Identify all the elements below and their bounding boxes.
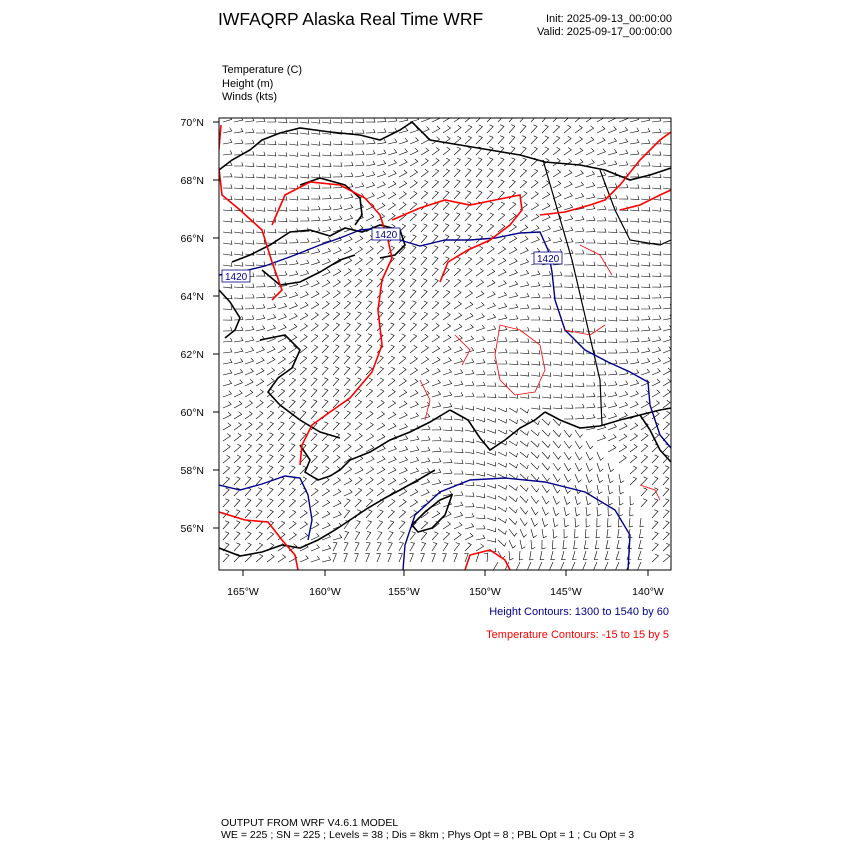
lat-label-56: 56°N bbox=[180, 523, 204, 535]
bristol-bay bbox=[300, 410, 450, 480]
lon-labels bbox=[227, 586, 664, 598]
north-coast bbox=[219, 122, 671, 180]
temp-contour-east bbox=[540, 132, 671, 215]
init-time: Init: 2025-09-13_00:00:00 bbox=[546, 13, 672, 25]
lon-label-160: 160°W bbox=[309, 586, 341, 598]
model-footer bbox=[221, 817, 634, 841]
temp-contour-pen bbox=[219, 512, 298, 570]
height-contours-note: Height Contours: 1300 to 1540 by 60 bbox=[489, 606, 669, 618]
lat-labels bbox=[181, 117, 204, 535]
west-coast bbox=[219, 290, 340, 438]
lat-label-60: 60°N bbox=[180, 407, 204, 419]
height-contours bbox=[219, 228, 671, 570]
lat-label-62: 62°N bbox=[180, 349, 204, 361]
contour-label: 1420 bbox=[225, 272, 248, 283]
valid-time: Valid: 2025-09-17_00:00:00 bbox=[537, 26, 672, 38]
page-title: IWFAQRP Alaska Real Time WRF bbox=[218, 9, 484, 29]
lat-label-68: 68°N bbox=[180, 175, 204, 187]
legend-temperature: Temperature (C) bbox=[222, 64, 303, 76]
lat-axis bbox=[213, 122, 219, 528]
norton-sound bbox=[262, 255, 355, 285]
legend-height: Height (m) bbox=[222, 77, 274, 90]
lat-label-66: 66°N bbox=[180, 233, 204, 245]
lon-axis bbox=[243, 570, 648, 576]
lat-label-58: 58°N bbox=[180, 465, 204, 477]
temperature-detail bbox=[420, 245, 660, 500]
lon-label-150: 150°W bbox=[469, 586, 501, 598]
footer-line-1: OUTPUT FROM WRF V4.6.1 MODEL bbox=[221, 817, 399, 829]
height-contour-south bbox=[219, 476, 312, 540]
temp-contour-north bbox=[272, 182, 392, 258]
lon-label-165: 165°W bbox=[227, 586, 259, 598]
lat-label-70: 70°N bbox=[180, 117, 204, 129]
legend-winds: Winds (kts) bbox=[222, 91, 277, 103]
lon-label-140: 140°W bbox=[632, 586, 664, 598]
lon-label-145: 145°W bbox=[550, 586, 582, 598]
contour-label: 1420 bbox=[537, 254, 560, 265]
kodiak-island bbox=[412, 495, 452, 532]
cook-inlet bbox=[450, 410, 545, 450]
temp-contour-yukon bbox=[392, 195, 522, 282]
temperature-contours-note: Temperature Contours: -15 to 15 by 5 bbox=[486, 629, 669, 641]
lon-label-155: 155°W bbox=[388, 586, 420, 598]
footer-line-2: WE = 225 ; SN = 225 ; Levels = 38 ; Dis = 8km ; Phys Opt = 8 ; PBL Opt = 1 ; Cu Opt = 3 bbox=[221, 829, 635, 841]
contour-label: 1420 bbox=[375, 230, 398, 241]
lat-label-64: 64°N bbox=[180, 291, 204, 303]
